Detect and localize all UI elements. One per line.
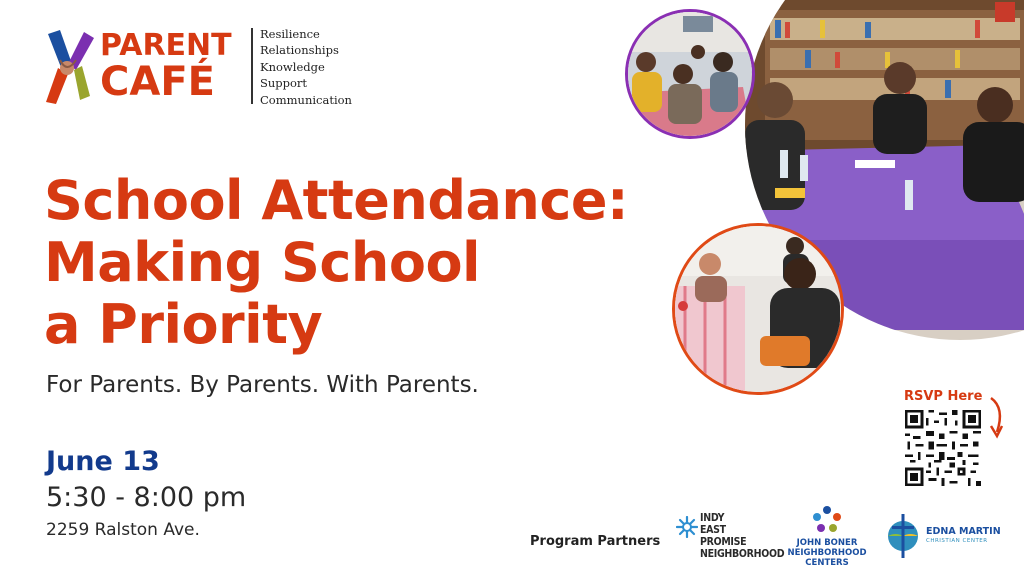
people-circle-icon	[812, 504, 842, 534]
event-address: 2259 Ralston Ave.	[46, 520, 200, 540]
partner-indy-line: PROMISE	[700, 536, 747, 548]
rsvp-label: RSVP Here	[904, 389, 983, 404]
indy-east-promise-logo	[676, 512, 786, 568]
curved-arrow-down-icon	[985, 396, 1007, 440]
value-item: Support	[260, 76, 308, 91]
partner-indy-line: NEIGHBORHOOD	[700, 548, 785, 560]
john-boner-logo	[786, 504, 868, 568]
edna-martin-logo	[886, 512, 1006, 562]
value-item: Relationships	[260, 43, 339, 58]
partner-indy-line: EAST	[700, 524, 726, 536]
event-tagline: For Parents. By Parents. With Parents.	[46, 372, 479, 398]
title-line: a Priority	[44, 293, 323, 356]
parent-cafe-hands-icon	[44, 30, 96, 104]
logo-divider	[251, 28, 253, 104]
value-item: Resilience	[260, 27, 320, 41]
title-line: Making School	[44, 231, 481, 294]
partner-em-sub: CHRISTIAN CENTER	[926, 538, 988, 544]
event-time: 5:30 - 8:00 pm	[46, 482, 247, 513]
event-title	[44, 170, 764, 356]
parents-photo-medium	[672, 223, 844, 395]
title-line: School Attendance:	[44, 169, 629, 232]
value-item: Communication	[260, 92, 352, 107]
cross-circle-icon	[886, 514, 920, 558]
logo-values-list	[260, 26, 352, 108]
partner-jb-line: CENTERS	[805, 558, 849, 568]
event-date: June 13	[46, 446, 160, 477]
partner-jb-line: JOHN BONER	[796, 538, 858, 548]
partner-em-name: EDNA MARTIN	[926, 526, 1001, 537]
parents-photo-small	[625, 9, 755, 139]
partner-indy-line: INDY	[700, 512, 725, 524]
sunburst-icon	[676, 516, 698, 538]
program-partners-label: Program Partners	[530, 534, 661, 549]
qr-code-icon[interactable]	[905, 410, 981, 486]
logo-word-cafe: CAFÉ	[100, 59, 215, 105]
partner-jb-line: NEIGHBORHOOD	[787, 548, 867, 558]
value-item: Knowledge	[260, 59, 325, 74]
logo-word-parent: PARENT	[100, 28, 232, 63]
